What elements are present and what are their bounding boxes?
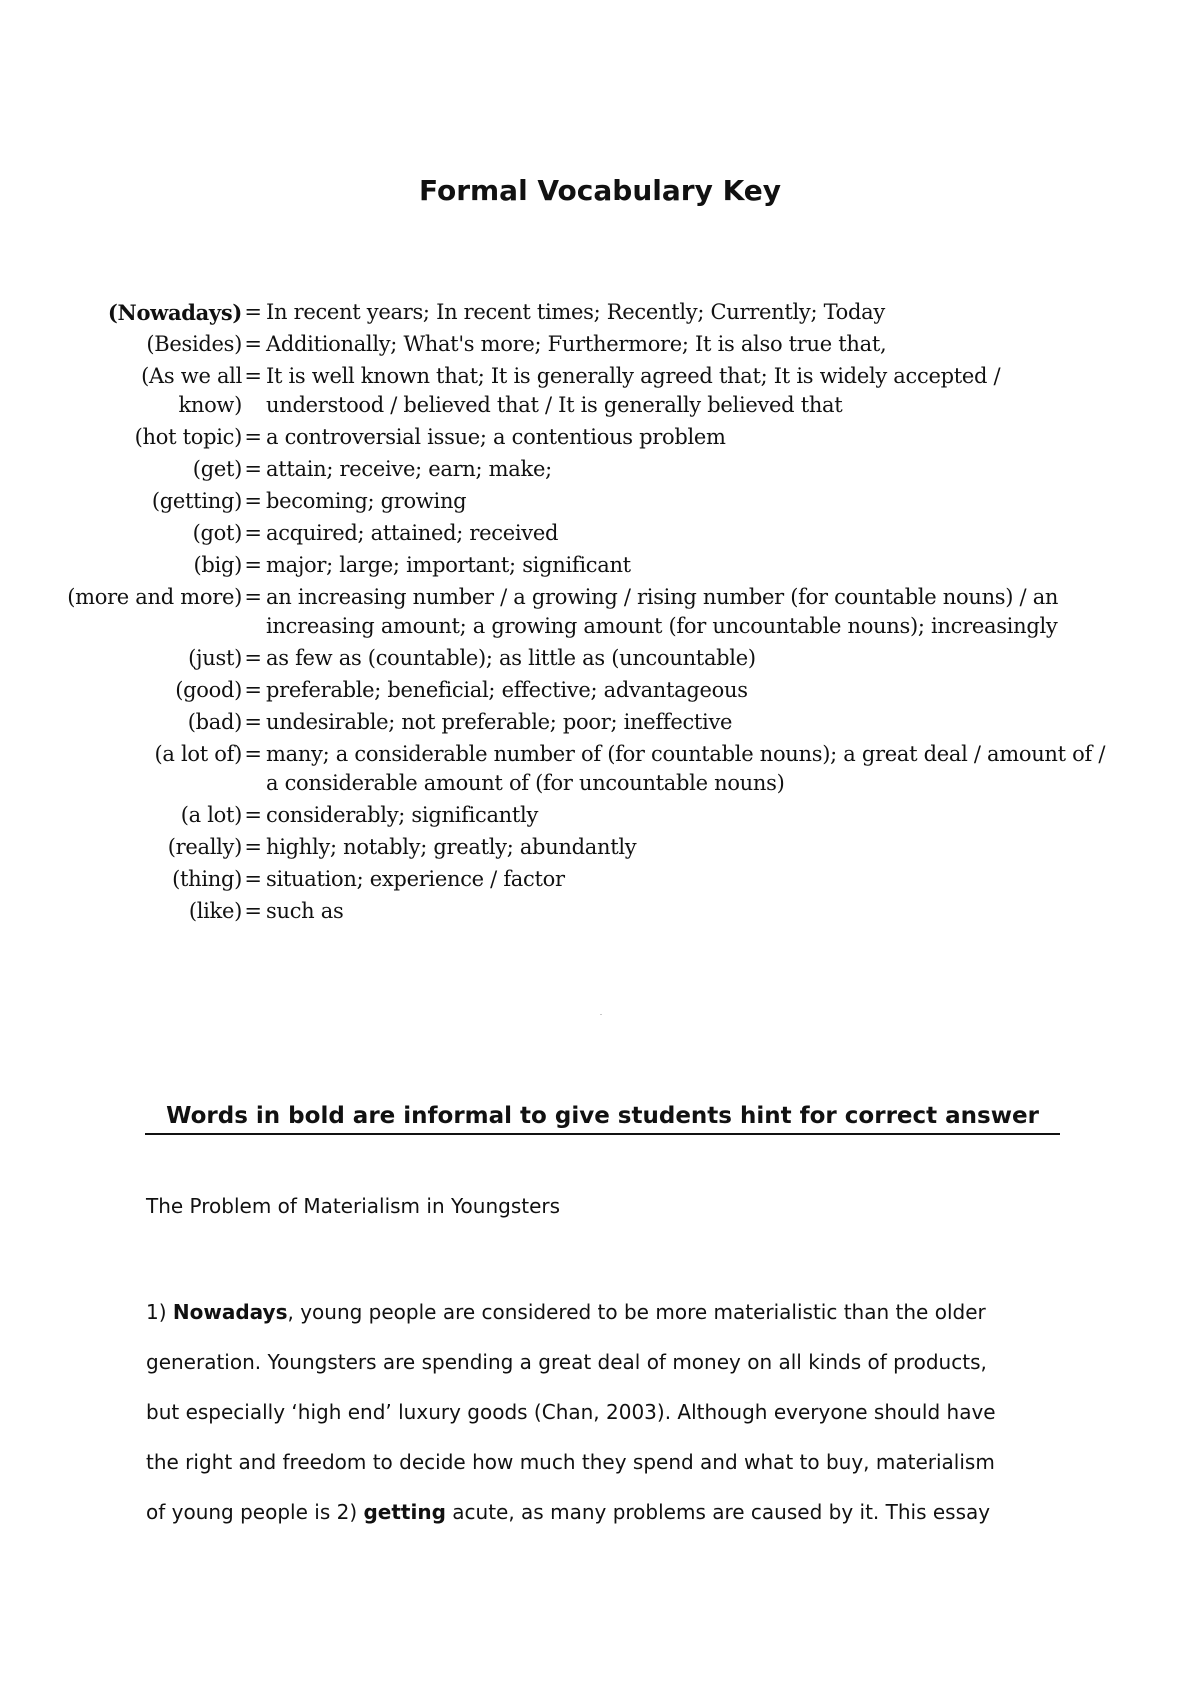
essay-line bbox=[146, 1287, 1076, 1337]
vocabulary-table bbox=[60, 298, 1140, 929]
equals-sign: = bbox=[244, 364, 262, 388]
essay-text: 1) bbox=[146, 1300, 173, 1324]
equals-sign: = bbox=[244, 742, 262, 766]
stray-mark bbox=[600, 1014, 602, 1015]
vocab-term: (like) bbox=[188, 899, 242, 923]
essay-line bbox=[146, 1487, 1076, 1537]
vocab-definition: attain; receive; earn; make; bbox=[266, 457, 552, 481]
vocab-row bbox=[60, 298, 1140, 327]
vocab-row bbox=[60, 801, 1140, 830]
vocab-row bbox=[60, 740, 1140, 798]
vocab-definition: highly; notably; greatly; abundantly bbox=[266, 835, 637, 859]
vocab-term: (got) bbox=[192, 521, 242, 545]
equals-sign: = bbox=[244, 803, 262, 827]
essay-line: the right and freedom to decide how much they spend and what to buy, materialism bbox=[146, 1450, 995, 1474]
vocab-term: (a lot) bbox=[180, 803, 242, 827]
vocab-row bbox=[60, 423, 1140, 452]
vocab-row bbox=[60, 644, 1140, 673]
vocab-definition: undesirable; not preferable; poor; ineffective bbox=[266, 710, 733, 734]
vocab-term: (Nowadays) bbox=[107, 300, 242, 325]
vocab-term: (really) bbox=[167, 835, 242, 859]
vocab-term: (Besides) bbox=[146, 332, 242, 356]
equals-sign: = bbox=[244, 457, 262, 481]
vocab-definition: It is well known that; It is generally agreed that; It is widely accepted / understood / believed that / It is generally believed that bbox=[266, 364, 1001, 417]
vocab-row bbox=[60, 833, 1140, 862]
vocab-row bbox=[60, 865, 1140, 894]
vocab-row bbox=[60, 362, 1140, 420]
vocab-definition: acquired; attained; received bbox=[266, 521, 559, 545]
equals-sign: = bbox=[244, 585, 262, 609]
essay-text: acute, as many problems are caused by it. This essay bbox=[445, 1500, 991, 1524]
essay-text: , young people are considered to be more materialistic than the older bbox=[287, 1300, 986, 1324]
hint-heading: Words in bold are informal to give students hint for correct answer bbox=[145, 1102, 1060, 1135]
essay-text: of young people is 2) bbox=[146, 1500, 364, 1524]
equals-sign: = bbox=[244, 489, 262, 513]
vocab-definition: Additionally; What's more; Furthermore; It is also true that, bbox=[266, 332, 887, 356]
vocab-definition: situation; experience / factor bbox=[266, 867, 565, 891]
informal-word: getting bbox=[363, 1500, 446, 1524]
equals-sign: = bbox=[244, 646, 262, 670]
essay-line: generation. Youngsters are spending a great deal of money on all kinds of products, bbox=[146, 1350, 987, 1374]
vocab-term: (get) bbox=[192, 457, 242, 481]
vocab-row bbox=[60, 551, 1140, 580]
vocab-definition: as few as (countable); as little as (uncountable) bbox=[266, 646, 756, 670]
essay-body bbox=[146, 1287, 1076, 1537]
vocab-row bbox=[60, 330, 1140, 359]
vocab-definition: an increasing number / a growing / rising number (for countable nouns) / an increasing amount; a growing amount (for uncountable nouns); increasingly bbox=[266, 585, 1059, 638]
vocab-term: (As we all know) bbox=[141, 364, 242, 417]
vocab-term: (hot topic) bbox=[134, 425, 242, 449]
vocab-definition: many; a considerable number of (for countable nouns); a great deal / amount of / a considerable amount of (for uncountable nouns) bbox=[266, 742, 1106, 795]
informal-word: Nowadays bbox=[172, 1300, 288, 1324]
vocab-definition: In recent years; In recent times; Recently; Currently; Today bbox=[266, 300, 885, 324]
vocab-term: (good) bbox=[175, 678, 242, 702]
equals-sign: = bbox=[244, 425, 262, 449]
vocab-row bbox=[60, 519, 1140, 548]
page-title: Formal Vocabulary Key bbox=[418, 174, 782, 207]
equals-sign: = bbox=[244, 710, 262, 734]
vocab-row bbox=[60, 487, 1140, 516]
vocab-row bbox=[60, 897, 1140, 926]
vocab-term: (bad) bbox=[187, 710, 242, 734]
vocab-definition: becoming; growing bbox=[266, 489, 467, 513]
equals-sign: = bbox=[244, 553, 262, 577]
vocab-term: (getting) bbox=[151, 489, 242, 513]
equals-sign: = bbox=[244, 521, 262, 545]
essay-line: but especially ‘high end’ luxury goods (Chan, 2003). Although everyone should have bbox=[146, 1400, 996, 1424]
equals-sign: = bbox=[244, 332, 262, 356]
vocab-row bbox=[60, 583, 1140, 641]
vocab-definition: major; large; important; significant bbox=[266, 553, 631, 577]
vocab-row bbox=[60, 676, 1140, 705]
equals-sign: = bbox=[244, 899, 262, 923]
vocab-term: (thing) bbox=[172, 867, 242, 891]
essay-title: The Problem of Materialism in Youngsters bbox=[146, 1194, 561, 1218]
equals-sign: = bbox=[244, 835, 262, 859]
vocab-definition: considerably; significantly bbox=[266, 803, 539, 827]
vocab-term: (just) bbox=[188, 646, 242, 670]
equals-sign: = bbox=[244, 678, 262, 702]
equals-sign: = bbox=[244, 300, 262, 324]
vocab-row bbox=[60, 455, 1140, 484]
vocab-term: (more and more) bbox=[67, 585, 242, 609]
vocab-term: (big) bbox=[193, 553, 242, 577]
equals-sign: = bbox=[244, 867, 262, 891]
vocab-definition: a controversial issue; a contentious problem bbox=[266, 425, 726, 449]
vocab-definition: preferable; beneficial; effective; advantageous bbox=[266, 678, 748, 702]
vocab-definition: such as bbox=[266, 899, 344, 923]
vocab-row bbox=[60, 708, 1140, 737]
vocab-term: (a lot of) bbox=[154, 742, 242, 766]
